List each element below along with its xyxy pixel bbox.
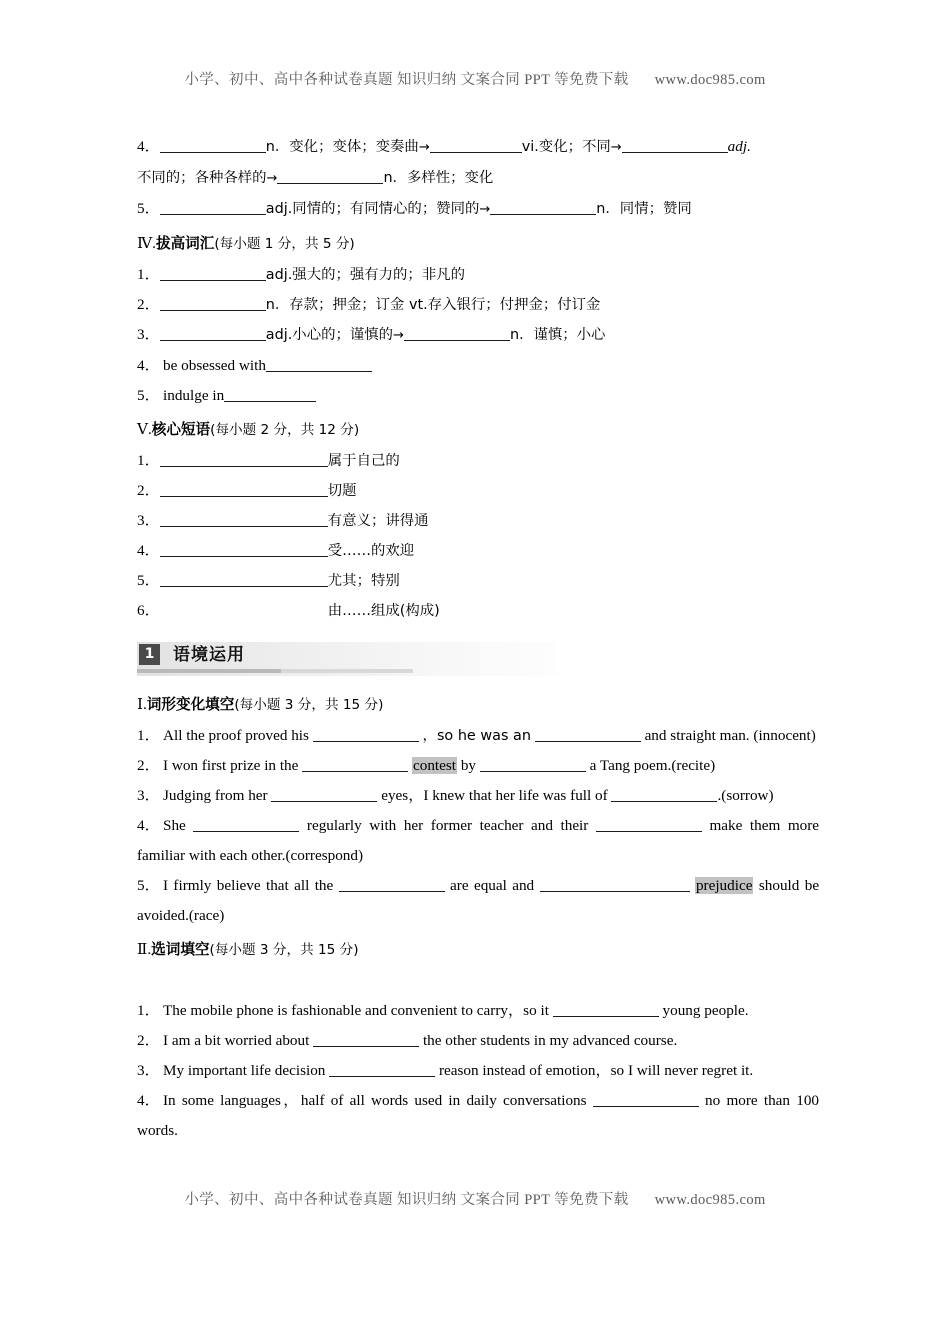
- item-text: All the proof proved his: [163, 727, 309, 744]
- section-title: 词形变化填空: [146, 696, 235, 713]
- section-heading-i: [137, 689, 819, 721]
- answer-blank[interactable]: [160, 602, 328, 617]
- answer-blank[interactable]: [160, 296, 266, 311]
- item-text: ，so he was an: [422, 728, 531, 744]
- section-i-item-3: [137, 781, 819, 811]
- item-text: the other students in my advanced course.: [422, 1032, 678, 1049]
- section-i-item-1: [137, 721, 819, 751]
- answer-blank[interactable]: [277, 169, 383, 184]
- item-number: 3．: [137, 326, 160, 343]
- section-v-item-2: [137, 476, 819, 506]
- item-text: n．同情；赞同: [596, 201, 692, 217]
- item-text: I am a bit worried about: [163, 1032, 310, 1049]
- answer-blank[interactable]: [313, 1032, 419, 1047]
- watermark-text: 小学、初中、高中各种试卷真题 知识归纳 文案合同 PPT 等免费下载: [184, 1192, 629, 1208]
- item-text: She: [163, 817, 186, 834]
- item-number: 2．: [137, 296, 160, 313]
- item-number: 5．: [137, 572, 160, 589]
- answer-blank[interactable]: [160, 512, 328, 527]
- section-v-item-4: [137, 536, 819, 566]
- item-text: and straight man.: [644, 727, 750, 744]
- section-title: 核心短语: [151, 421, 211, 438]
- section-iv-item-2: [137, 290, 819, 320]
- answer-blank[interactable]: [593, 1092, 699, 1107]
- item-text: 有意义；讲得通: [327, 513, 429, 529]
- answer-blank[interactable]: [224, 387, 316, 402]
- vocab-item-4-line2: [137, 163, 819, 194]
- item-text: adj.: [727, 138, 751, 155]
- section-v-item-5: [137, 566, 819, 596]
- section-heading-v: [137, 414, 819, 446]
- item-text: In some languages，half of all words used in daily conversations: [163, 1092, 587, 1109]
- answer-blank[interactable]: [160, 326, 266, 341]
- answer-blank[interactable]: [339, 877, 445, 892]
- item-number: 2．: [137, 757, 160, 774]
- item-text: are equal and: [450, 877, 535, 894]
- item-text: reason instead of emotion，so I will never regret it.: [438, 1062, 754, 1079]
- watermark-url: www.doc985.com: [654, 1192, 766, 1208]
- answer-blank[interactable]: [313, 727, 419, 742]
- section-i-item-4: [137, 811, 819, 871]
- answer-blank[interactable]: [596, 817, 702, 832]
- item-number: 5．: [137, 200, 160, 217]
- section-banner: [137, 640, 819, 674]
- answer-blank[interactable]: [329, 1062, 435, 1077]
- arrow-icon: →: [393, 328, 404, 343]
- header-watermark: [0, 68, 950, 89]
- item-text: eyes，I knew that her life was full of: [381, 787, 608, 804]
- item-text: indulge in: [163, 387, 225, 404]
- item-text: make them more familiar with each other.(correspond): [137, 817, 820, 864]
- item-text: 尤其；特别: [327, 573, 400, 589]
- footer-watermark: [0, 1188, 950, 1209]
- answer-blank[interactable]: [193, 817, 299, 832]
- section-iv-item-3: [137, 320, 819, 351]
- item-number: 4．: [137, 542, 160, 559]
- section-iv-item-1: [137, 260, 819, 290]
- section-title: 选词填空: [151, 941, 210, 958]
- section-score: (每小题 3 分，共 15 分): [209, 942, 359, 958]
- item-text: I firmly believe that all the: [163, 877, 334, 894]
- item-text: 不同的；各种各样的: [137, 170, 267, 186]
- item-number: 2．: [137, 1032, 160, 1049]
- answer-blank[interactable]: [430, 138, 522, 153]
- banner-underline: [137, 669, 281, 673]
- section-heading-ii: [137, 934, 819, 966]
- arrow-icon: →: [610, 140, 622, 155]
- item-number: 3．: [137, 787, 160, 804]
- banner-underline-light: [281, 669, 413, 673]
- item-number: 1．: [137, 1002, 160, 1019]
- item-text: n．谨慎；小心: [509, 327, 606, 343]
- vocab-item-5: [137, 194, 819, 225]
- item-number: 2．: [137, 482, 160, 499]
- answer-blank[interactable]: [160, 200, 266, 215]
- section-v-item-3: [137, 506, 819, 536]
- item-number: 4．: [137, 357, 160, 374]
- item-text: 由……组成(构成): [327, 603, 440, 619]
- item-number: 5．: [137, 877, 160, 894]
- item-text: 受……的欢迎: [327, 543, 415, 559]
- answer-blank[interactable]: [160, 482, 328, 497]
- answer-blank[interactable]: [160, 138, 266, 153]
- answer-blank[interactable]: [540, 877, 690, 892]
- item-text: n．多样性；变化: [383, 170, 494, 186]
- item-text: Judging from her: [163, 787, 268, 804]
- item-text: .(sorrow): [717, 787, 774, 804]
- section-v-item-6: [137, 596, 819, 626]
- item-text: My important life decision: [163, 1062, 326, 1079]
- item-text: n．变化；变体；变奏曲: [265, 139, 419, 155]
- section-title: 拔高词汇: [155, 235, 215, 252]
- answer-blank[interactable]: [266, 357, 372, 372]
- item-number: 1．: [137, 727, 160, 744]
- item-text: should be avoided.(race): [137, 877, 820, 924]
- section-ii-item-3: [137, 1056, 819, 1086]
- item-text: by: [460, 757, 476, 774]
- item-number: 1．: [137, 266, 160, 283]
- section-numeral: Ⅳ.: [137, 235, 156, 252]
- arrow-icon: →: [479, 202, 491, 217]
- item-text: adj.小心的；谨慎的: [265, 327, 394, 343]
- highlighted-word: contest: [412, 757, 457, 774]
- section-ii-item-4: [137, 1086, 819, 1146]
- answer-blank[interactable]: [490, 200, 596, 215]
- item-number: 3．: [137, 1062, 160, 1079]
- section-iv-item-5: [137, 381, 819, 411]
- section-score: (每小题 1 分，共 5 分): [214, 236, 355, 252]
- item-text: adj.强大的；强有力的；非凡的: [265, 267, 465, 283]
- section-numeral: Ⅰ.: [137, 696, 147, 713]
- item-text: 属于自己的: [327, 453, 400, 469]
- watermark-text: 小学、初中、高中各种试卷真题 知识归纳 文案合同 PPT 等免费下载: [184, 72, 629, 88]
- banner-number-badge: 1: [139, 644, 160, 665]
- item-text: vi.变化；不同: [521, 139, 611, 155]
- answer-blank[interactable]: [611, 787, 717, 802]
- item-number: 4．: [137, 817, 160, 834]
- section-i-item-5: [137, 871, 819, 931]
- item-text: adj.同情的；有同情心的；赞同的: [265, 201, 480, 217]
- item-text: 切题: [327, 483, 357, 499]
- answer-blank[interactable]: [480, 757, 586, 772]
- item-text: I won first prize in the: [163, 757, 299, 774]
- word-bank-placeholder: [137, 966, 819, 996]
- banner-title: 语境运用: [173, 645, 245, 665]
- item-text: a Tang poem.(recite): [589, 757, 716, 774]
- vocab-item-4: [137, 132, 819, 163]
- answer-blank[interactable]: [271, 787, 377, 802]
- section-ii-item-2: [137, 1026, 819, 1056]
- section-score: (每小题 2 分，共 12 分): [210, 422, 360, 438]
- highlighted-word: prejudice: [695, 877, 753, 894]
- section-i-item-2: [137, 751, 819, 781]
- answer-blank[interactable]: [160, 266, 266, 281]
- item-number: 1．: [137, 452, 160, 469]
- item-text: n．存款；押金；订金 vt.存入银行；付押金；付订金: [265, 297, 601, 313]
- item-hint: (innocent): [753, 727, 816, 744]
- item-text: be obsessed with: [163, 357, 266, 374]
- section-ii-item-1: [137, 996, 819, 1026]
- answer-blank[interactable]: [622, 138, 728, 153]
- item-number: 4．: [137, 138, 160, 155]
- answer-blank[interactable]: [160, 452, 328, 467]
- item-text: regularly with her former teacher and their: [306, 817, 589, 834]
- section-heading-iv: [137, 228, 819, 260]
- watermark-url: www.doc985.com: [654, 72, 766, 88]
- item-number: 3．: [137, 512, 160, 529]
- answer-blank[interactable]: [553, 1002, 659, 1017]
- section-numeral: Ⅱ.: [137, 941, 152, 958]
- answer-blank[interactable]: [160, 572, 328, 587]
- arrow-icon: →: [418, 140, 430, 155]
- item-number: 4．: [137, 1092, 160, 1109]
- item-number: 6．: [137, 602, 160, 619]
- item-text: The mobile phone is fashionable and convenient to carry，so it: [163, 1002, 549, 1019]
- answer-blank[interactable]: [160, 542, 328, 557]
- answer-blank[interactable]: [535, 727, 641, 742]
- item-number: 5．: [137, 387, 160, 404]
- answer-blank[interactable]: [404, 326, 510, 341]
- document-body: [137, 132, 819, 1146]
- section-iv-item-4: [137, 351, 819, 381]
- section-score: (每小题 3 分，共 15 分): [234, 697, 384, 713]
- arrow-icon: →: [266, 171, 278, 186]
- section-numeral: Ⅴ.: [137, 421, 152, 438]
- item-text: no more than 100 words.: [137, 1092, 820, 1139]
- section-v-item-1: [137, 446, 819, 476]
- answer-blank[interactable]: [302, 757, 408, 772]
- item-text: young people.: [662, 1002, 749, 1019]
